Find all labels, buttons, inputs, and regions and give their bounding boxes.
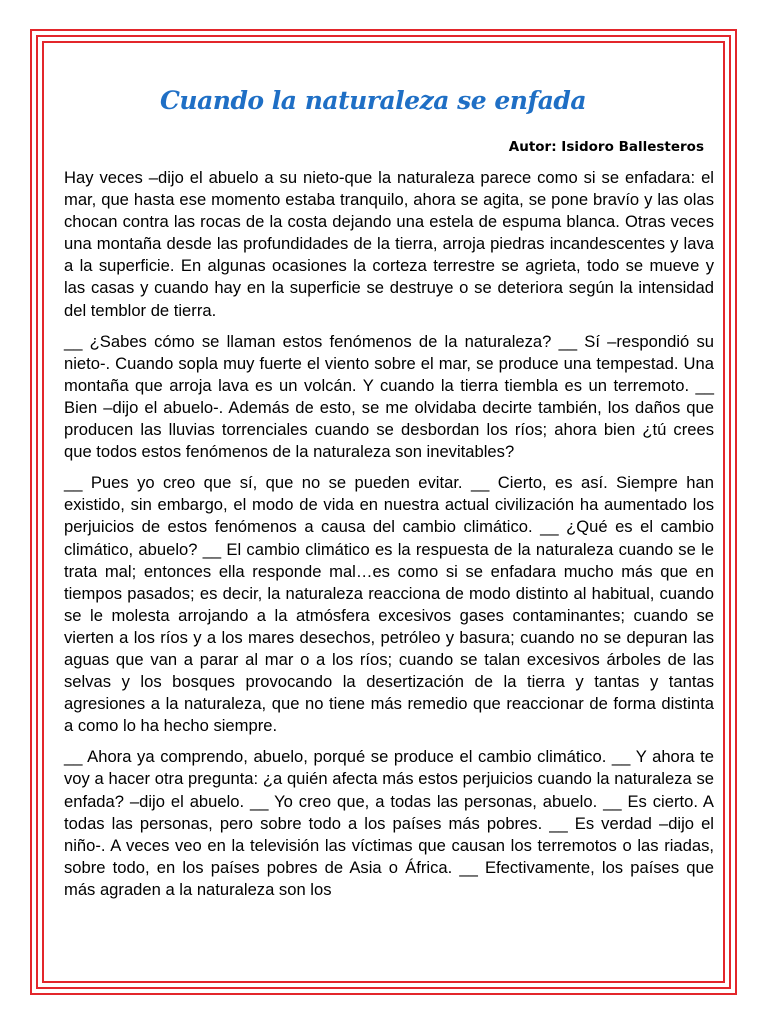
document-author: Autor: Isidoro Ballesteros	[508, 139, 704, 155]
paragraph-2: __ ¿Sabes cómo se llaman estos fenómenos de la naturaleza? __ Sí –respondió su nieto-. Cuando sopla muy fuerte el viento sobre el mar, se produce una tempestad. Una montaña que arroja lava es un volcán. Y cuando la tierra tiembla es un terremoto. __ Bien –dijo el abuelo-. Además de esto, se me olvidaba decirte también, los daños que producen las lluvias torrenciales cuando se desbordan los ríos; ahora bien ¿tú crees que todos estos fenómenos de la naturaleza son inevitables?	[64, 331, 714, 462]
paragraph-1: Hay veces –dijo el abuelo a su nieto-que la naturaleza parece como si se enfadara: el mar, que hasta ese momento estaba tranquilo, ahora se agita, se pone bravío y las olas chocan contra las rocas de la costa dejando una estela de espuma blanca. Otras veces una montaña desde las profundidades de la tierra, arroja piedras incandescentes y lava a la superficie. En algunas ocasiones la corteza terrestre se agrieta, todo se mueve y las casas y cuando hay en la superficie se destruye o se deteriora según la intensidad del temblor de tierra.	[64, 168, 714, 320]
document-title: Cuando la naturaleza se enfada	[160, 86, 587, 115]
paragraph-3: __ Pues yo creo que sí, que no se pueden evitar. __ Cierto, es así. Siempre han existido, sin embargo, el modo de vida en nuestra actual civilización ha aumentado los perjuicios de estos fenómenos a causa del cambio climático. __ ¿Qué es el cambio climático, abuelo? __ El cambio climático es la respuesta de la naturaleza cuando se le trata mal; entonces ella responde mal…es como si se enfadara mucho más que en tiempos pasados; es decir, la naturaleza reacciona de modo distinto al habitual, cuando se le molesta arrojando a la atmósfera excesivos gases contaminantes; cuando se vierten a los ríos y a los mares desechos, petróleo y basura; cuando no se depuran las aguas que van a parar al mar o a los ríos; cuando se talan excesivos árboles de las selvas y los bosques provocando la desertización de la tierra y tantas y tantas agresiones a la naturaleza, que no tiene más remedio que reaccionar de forma distinta a como lo ha hecho siempre.	[64, 473, 714, 736]
paragraph-4: __ Ahora ya comprendo, abuelo, porqué se produce el cambio climático. __ Y ahora te voy a hacer otra pregunta: ¿a quién afecta más estos perjuicios cuando la naturaleza se enfada? –dijo el abuelo. __ Yo creo que, a todas las personas, abuelo. __ Es cierto. A todas las personas, pero sobre todo a los países más pobres. __ Es verdad –dijo el niño-. A veces veo en la televisión las víctimas que causan los terremotos o las riadas, sobre todo, en los países pobres de Asia o África. __ Efectivamente, los países que más agraden a la naturaleza son los	[64, 747, 714, 899]
document-body	[64, 167, 714, 910]
